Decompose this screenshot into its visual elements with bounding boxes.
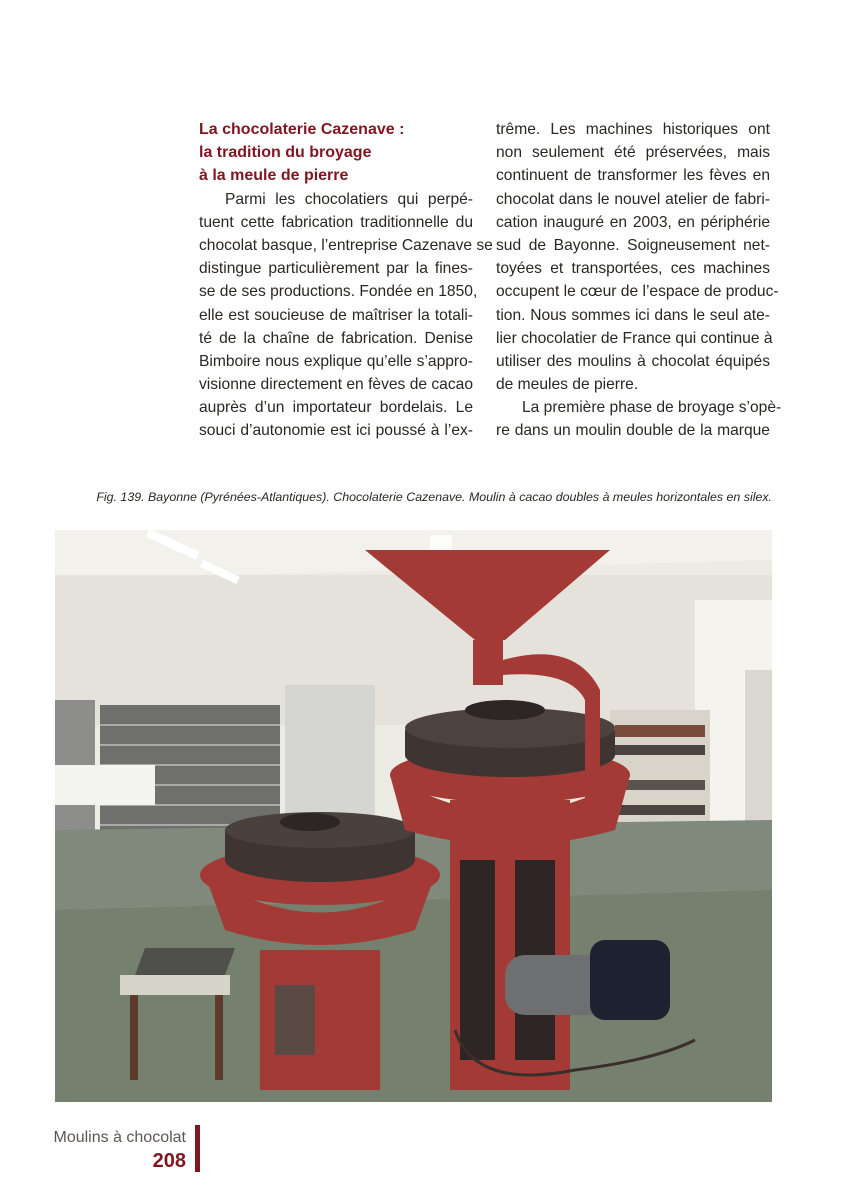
- body-line: tuent cette fabrication traditionnelle du: [199, 213, 473, 231]
- body-line: utiliser des moulins à chocolat équipés: [496, 352, 770, 370]
- footer-book-title: Moulins à chocolat: [53, 1129, 186, 1146]
- body-line: Parmi les chocolatiers qui perpé-: [225, 190, 473, 208]
- figure-caption: Fig. 139. Bayonne (Pyrénées-Atlantiques). Chocolaterie Cazenave. Moulin à cacao doubles à meules horizontales en silex.: [96, 490, 772, 504]
- body-line: La première phase de broyage s’opè-: [522, 399, 782, 417]
- body-line: se de ses productions. Fondée en 1850,: [199, 283, 478, 301]
- right-column: [496, 118, 782, 443]
- footer-page-number: 208: [152, 1150, 186, 1172]
- section-heading-line-3: à la meule de pierre: [199, 167, 349, 185]
- body-line: toyées et transportées, ces machines: [496, 260, 770, 278]
- body-line: Bimboire nous explique qu’elle s’appro-: [199, 352, 473, 370]
- body-line: distingue particulièrement par la fines-: [199, 260, 473, 278]
- body-line: sud de Bayonne. Soigneusement net-: [496, 236, 770, 254]
- body-line: té de la chaîne de fabrication. Denise: [199, 329, 473, 347]
- body-line: visionne directement en fèves de cacao: [199, 376, 473, 394]
- body-line: chocolat dans le nouvel atelier de fabri-: [496, 190, 770, 208]
- body-line: cation inauguré en 2003, en périphérie: [496, 213, 770, 231]
- chocolate-mill-photo: [55, 530, 772, 1102]
- section-heading-line-1: La chocolaterie Cazenave :: [199, 121, 405, 138]
- left-column: [199, 118, 493, 443]
- body-line: de meules de pierre.: [496, 376, 639, 394]
- body-line: lier chocolatier de France qui continue à: [496, 329, 773, 347]
- body-line: trême. Les machines historiques ont: [496, 121, 770, 138]
- body-line: re dans un moulin double de la marque: [496, 422, 770, 440]
- body-line: auprès d’un importateur bordelais. Le: [199, 399, 473, 417]
- body-line: souci d’autonomie est ici poussé à l’ex-: [199, 422, 473, 440]
- body-line: tion. Nous sommes ici dans le seul ate-: [496, 306, 770, 324]
- body-line: occupent le cœur de l’espace de produc-: [496, 283, 779, 301]
- footer-divider: [195, 1125, 200, 1172]
- figure-photo: [55, 530, 772, 1102]
- body-line: continuent de transformer les fèves en: [496, 167, 770, 185]
- body-line: non seulement été préservées, mais: [496, 144, 770, 162]
- section-heading-line-2: la tradition du broyage: [199, 144, 372, 162]
- body-line: chocolat basque, l’entreprise Cazenave se: [199, 236, 493, 254]
- body-line: elle est soucieuse de maîtriser la totali-: [199, 306, 473, 324]
